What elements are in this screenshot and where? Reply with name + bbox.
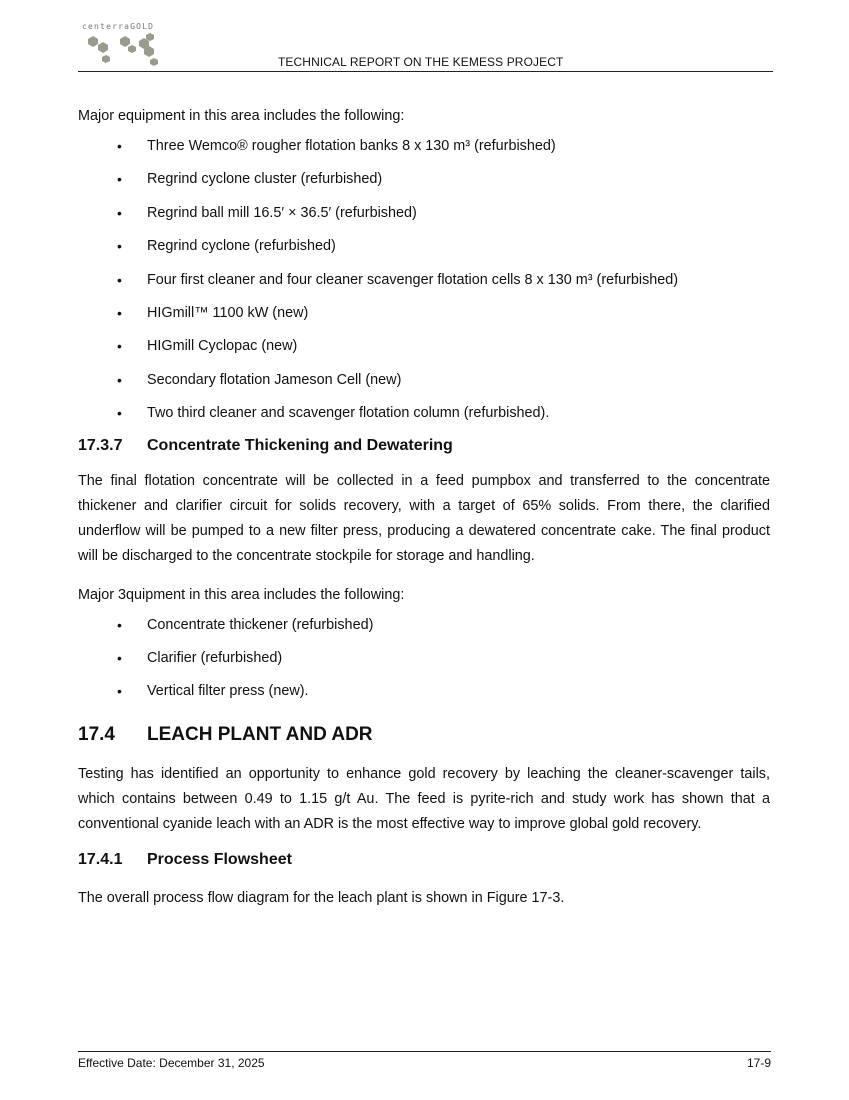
list-item: • Vertical filter press (new).	[78, 675, 770, 708]
list-item: • Three Wemco® rougher flotation banks 8 x 130 m³ (refurbished)	[78, 130, 770, 163]
list-item: • Regrind ball mill 16.5′ × 36.5′ (refurbished)	[78, 197, 770, 230]
page-header	[78, 20, 773, 72]
section-heading-17-3-7	[78, 434, 770, 458]
report-title: TECHNICAL REPORT ON THE KEMESS PROJECT	[278, 55, 564, 69]
equipment-list	[78, 130, 770, 431]
section-title: Concentrate Thickening and Dewatering	[147, 436, 453, 454]
leach-paragraph: Testing has identified an opportunity to enhance gold recovery by leaching the cleaner-scavenger tails, which contains between 0.49 to 1.15 g/t Au. The feed is pyrite-rich and study work has shown that a conventional cyanide leach with an ADR is the most effective way to improve global gold recovery.	[78, 765, 770, 832]
list-item: • Two third cleaner and scavenger flotation column (refurbished).	[78, 397, 770, 430]
list-item: • Regrind cyclone cluster (refurbished)	[78, 163, 770, 196]
equipment-intro-2: Major 3quipment in this area includes the following:	[78, 586, 405, 603]
list-item: • Four first cleaner and four cleaner scavenger flotation cells 8 x 130 m³ (refurbished)	[78, 264, 770, 297]
section-title: Process Flowsheet	[147, 850, 292, 868]
list-item: • Secondary flotation Jameson Cell (new)	[78, 364, 770, 397]
page-footer	[78, 1051, 771, 1070]
list-item: • HIGmill Cyclopac (new)	[78, 330, 770, 363]
section-number: 17.3.7	[78, 436, 123, 454]
list-item: • Regrind cyclone (refurbished)	[78, 230, 770, 263]
logo-text: centerraGOLD	[82, 22, 155, 31]
page-number: 17-9	[746, 1056, 771, 1070]
equipment-list-2	[78, 609, 770, 709]
section-heading-17-4-1	[78, 848, 770, 872]
effective-date: Effective Date: December 31, 2025	[78, 1056, 265, 1070]
section-number: 17.4	[78, 723, 115, 745]
section-heading-17-4	[78, 721, 770, 749]
section-number: 17.4.1	[78, 850, 123, 868]
list-item: • HIGmill™ 1100 kW (new)	[78, 297, 770, 330]
section-title: LEACH PLANT AND ADR	[147, 723, 373, 745]
list-item: • Concentrate thickener (refurbished)	[78, 609, 770, 642]
list-item: • Clarifier (refurbished)	[78, 642, 770, 675]
page-body	[78, 104, 770, 911]
thickening-paragraph: The final flotation concentrate will be collected in a feed pumpbox and transferred to the concentrate thickener and clarifier circuit for solids recovery, with a target of 65% solids. From there, the clarified underflow will be pumped to a new filter press, producing a dewatered concentrate cake. The final product will be discharged to the concentrate stockpile for storage and handling.	[78, 472, 770, 564]
company-logo	[82, 22, 172, 68]
hexagon-logo-icon	[84, 33, 164, 69]
flowsheet-paragraph: The overall process flow diagram for the leach plant is shown in Figure 17-3.	[78, 889, 565, 906]
equipment-intro: Major equipment in this area includes the following:	[78, 108, 405, 124]
